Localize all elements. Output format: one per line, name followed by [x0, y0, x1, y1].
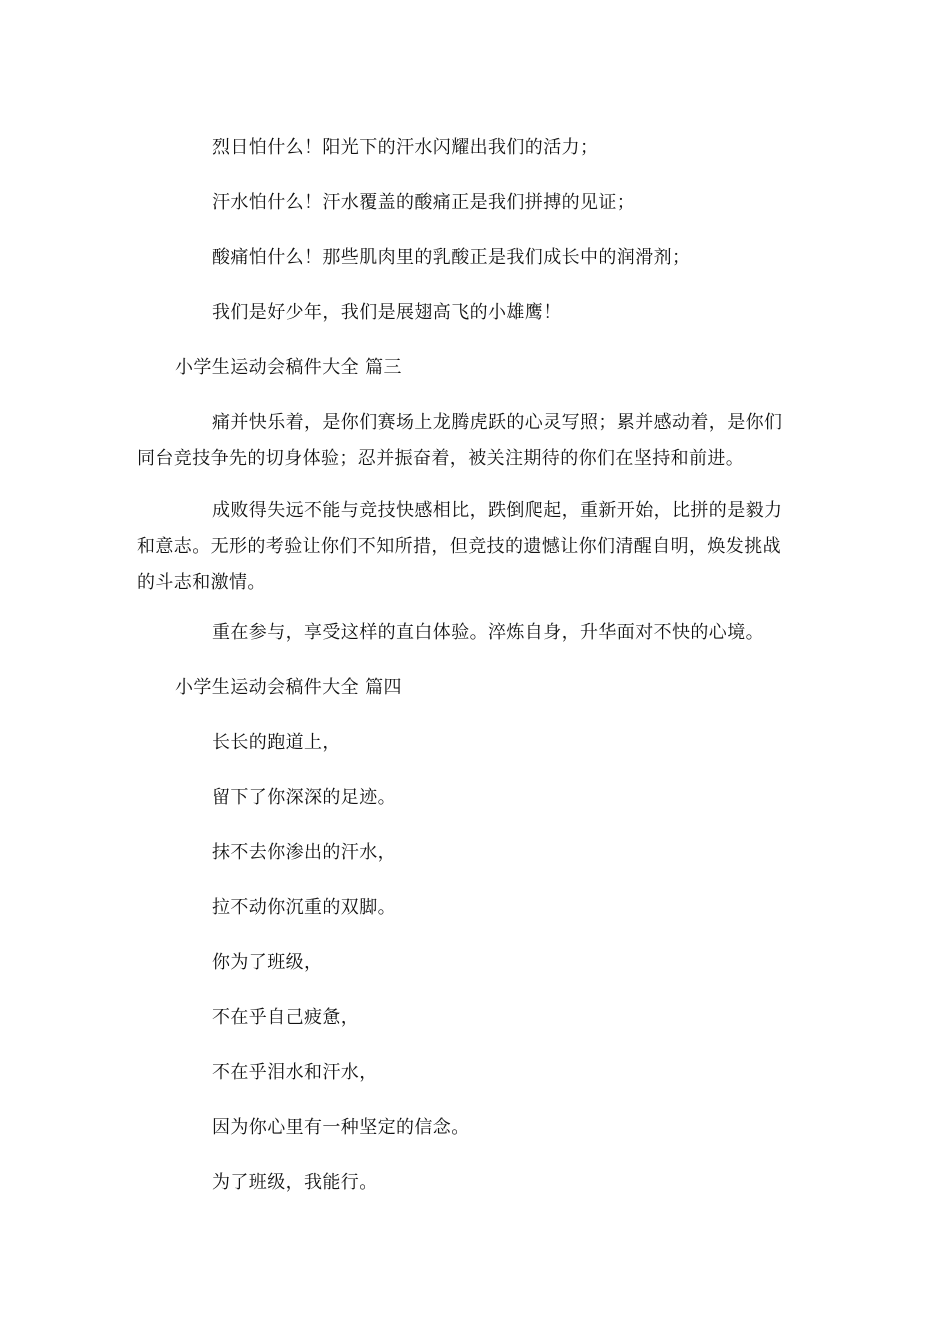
paragraph	[137, 493, 809, 601]
paragraph-line: 的斗志和激情。	[137, 572, 266, 593]
poem-line: 抹不去你渗出的汗水，	[212, 842, 396, 863]
paragraph-line: 痛并快乐着，是你们赛场上龙腾虎跃的心灵写照；累并感动着，是你们	[212, 412, 783, 433]
paragraph-line: 成败得失远不能与竞技快感相比，跌倒爬起，重新开始，比拼的是毅力	[212, 500, 783, 521]
poem-line: 酸痛怕什么！那些肌肉里的乳酸正是我们成长中的润滑剂；	[212, 247, 691, 268]
poem-line: 不在乎泪水和汗水，	[212, 1062, 378, 1083]
paragraph	[137, 405, 809, 477]
paragraph-line: 同台竞技争先的切身体验；忍并振奋着，被关注期待的你们在坚持和前进。	[137, 448, 745, 469]
paragraph: 重在参与，享受这样的直白体验。淬炼自身，升华面对不快的心境。	[212, 622, 764, 643]
poem-line: 留下了你深深的足迹。	[212, 787, 396, 808]
poem-line: 为了班级，我能行。	[212, 1172, 378, 1193]
paragraph-line: 和意志。无形的考验让你们不知所措，但竞技的遗憾让你们清醒自明，焕发挑战	[137, 536, 781, 557]
poem-line: 你为了班级，	[212, 952, 323, 973]
poem-line: 汗水怕什么！汗水覆盖的酸痛正是我们拼搏的见证；	[212, 192, 636, 213]
poem-line: 长长的跑道上，	[212, 732, 341, 753]
poem-line: 因为你心里有一种坚定的信念。	[212, 1117, 470, 1138]
section-heading: 小学生运动会稿件大全 篇三	[175, 357, 402, 378]
poem-line: 我们是好少年，我们是展翅高飞的小雄鹰！	[212, 302, 562, 323]
poem-line: 烈日怕什么！阳光下的汗水闪耀出我们的活力；	[212, 137, 599, 158]
poem-line: 拉不动你沉重的双脚。	[212, 897, 396, 918]
poem-line: 不在乎自己疲惫，	[212, 1007, 360, 1028]
section-heading: 小学生运动会稿件大全 篇四	[175, 677, 402, 698]
